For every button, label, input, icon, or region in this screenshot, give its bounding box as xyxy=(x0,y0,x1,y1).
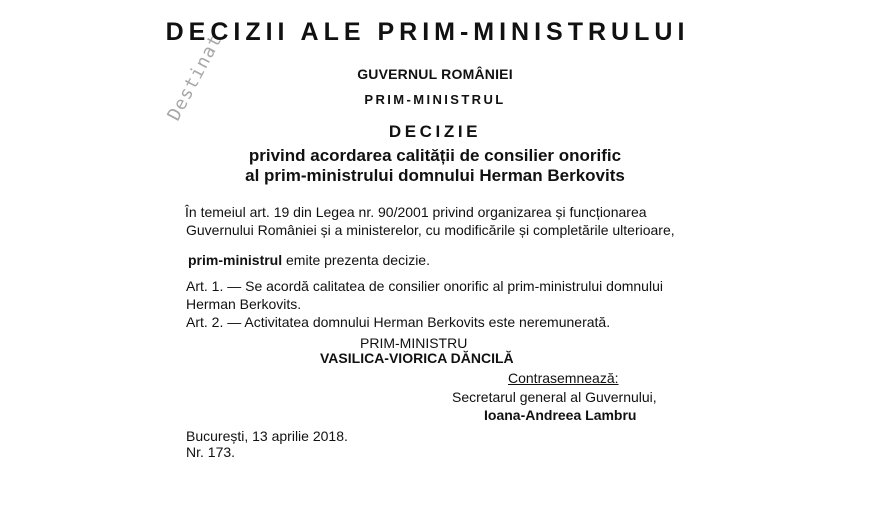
stamp-text: Destinat xyxy=(163,30,227,125)
place-date: București, 13 aprilie 2018. xyxy=(186,428,348,444)
section-header: DECIZII ALE PRIM-MINISTRULUI xyxy=(165,18,690,46)
subject-line-1: privind acordarea calității de consilier onorific xyxy=(248,146,622,165)
decision-statement xyxy=(188,251,430,269)
countersign-role: Secretarul general al Guvernului, xyxy=(452,389,657,405)
signatory-role: PRIM-MINISTRU xyxy=(360,335,468,351)
government-name: GUVERNUL ROMÂNIEI xyxy=(357,66,513,82)
issuer-title: PRIM-MINISTRUL xyxy=(364,92,506,107)
document-type: DECIZIE xyxy=(388,122,482,141)
signatory-name: VASILICA-VIORICA DĂNCILĂ xyxy=(320,350,514,366)
preamble-line-1: În temeiul art. 19 din Legea nr. 90/2001 privind organizarea și funcționarea xyxy=(185,204,647,220)
decides-text: emite prezenta decizie. xyxy=(282,252,430,268)
decision-number: Nr. 173. xyxy=(186,444,236,460)
countersign-name: Ioana-Andreea Lambru xyxy=(484,407,637,423)
countersign-label: Contrasemnează: xyxy=(508,370,619,386)
subject-line-2: al prim-ministrului domnului Herman Berkovits xyxy=(245,166,625,185)
article-1-line-2: Herman Berkovits. xyxy=(186,296,302,312)
decision-subject xyxy=(0,146,870,186)
article-2: Art. 2. — Activitatea domnului Herman Berkovits este neremunerată. xyxy=(186,314,611,330)
article-1-line-1: Art. 1. — Se acordă calitatea de consilier onorific al prim-ministrului domnului xyxy=(186,278,663,294)
preamble-line-2: Guvernului României și a ministerelor, cu modificările și completările ulterioare, xyxy=(186,222,675,238)
decides-subject: prim-ministrul xyxy=(188,252,283,268)
